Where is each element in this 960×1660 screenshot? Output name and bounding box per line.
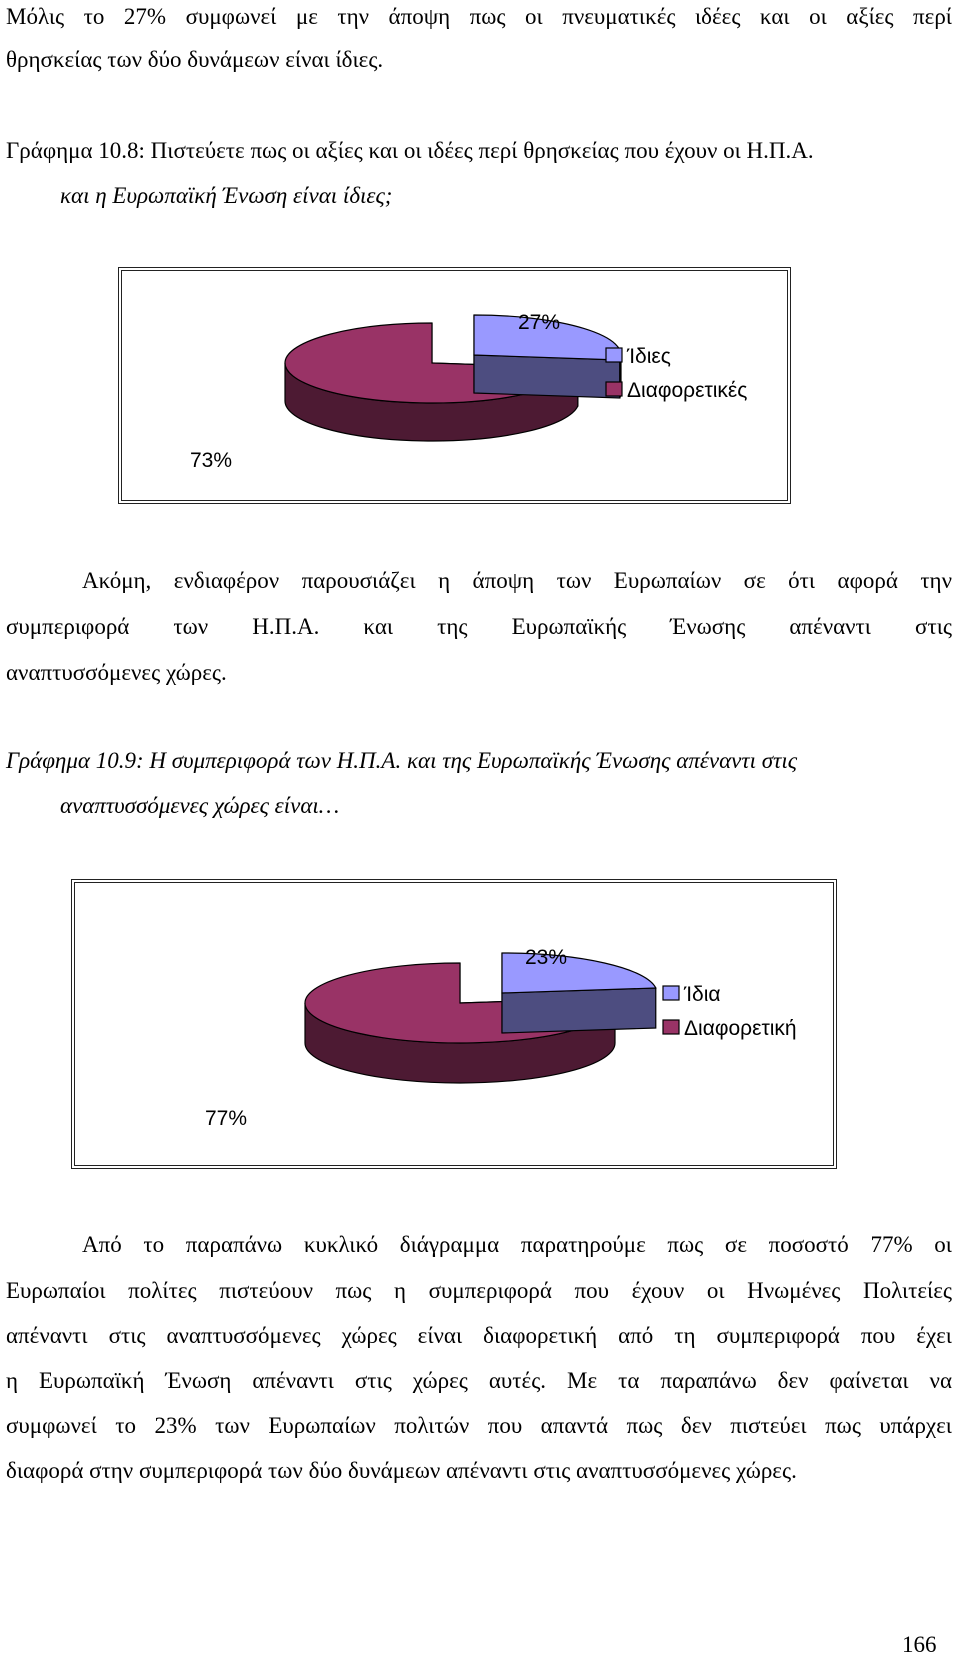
legend-label: Ίδια: [684, 983, 721, 1006]
paragraph-1-line-2: θρησκείας των δύο δυνάμεων είναι ίδιες.: [6, 47, 384, 72]
pie-chart-10-8: [118, 267, 791, 504]
figure-caption-10-8-line-2: και η Ευρωπαϊκή Ένωση είναι ίδιες;: [60, 183, 393, 208]
paragraph-2-line-2: συμπεριφορά των Η.Π.Α. και της Ευρωπαϊκής Ένωσης απέναντι στις: [6, 614, 952, 639]
legend-label: Ίδιες: [627, 345, 671, 368]
data-label-small: 27%: [518, 311, 561, 334]
paragraph-2-line-1: Ακόμη, ενδιαφέρον παρουσιάζει η άποψη των Ευρωπαίων σε ότι αφορά την: [82, 568, 952, 593]
paragraph-3-line-4: η Ευρωπαϊκή Ένωση απέναντι στις χώρες αυτές. Με τα παραπάνω δεν φαίνεται να: [6, 1368, 952, 1393]
paragraph-3-line-3: απέναντι στις αναπτυσσόμενες χώρες είναι διαφορετική από τη συμπεριφορά που έχει: [6, 1323, 952, 1348]
figure-caption-10-9-line-2: αναπτυσσόμενες χώρες είναι…: [60, 793, 340, 818]
paragraph-1-line-1: Μόλις το 27% συμφωνεί με την άποψη πως οι πνευματικές ιδέες και οι αξίες περί: [6, 4, 952, 29]
paragraph-3-line-1: Από το παραπάνω κυκλικό διάγραμμα παρατηρούμε πως σε ποσοστό 77% οι: [82, 1232, 952, 1257]
data-label-small: 23%: [525, 946, 568, 969]
legend-swatch: [663, 986, 679, 1000]
page-number: 166: [902, 1632, 937, 1657]
paragraph-3-line-6: διαφορά στην συμπεριφορά των δύο δυνάμεων απέναντι στις αναπτυσσόμενες χώρες.: [6, 1458, 797, 1483]
legend-swatch: [663, 1020, 679, 1034]
paragraph-2-line-3: αναπτυσσόμενες χώρες.: [6, 660, 227, 685]
legend-label: Διαφορετικές: [627, 379, 748, 402]
legend-swatch: [606, 348, 622, 362]
figure-caption-10-9-line-1: Γράφημα 10.9: Η συμπεριφορά των Η.Π.Α. και της Ευρωπαϊκής Ένωσης απέναντι στις: [6, 748, 798, 773]
pie-chart-10-9-svg: [75, 883, 833, 1165]
pie-chart-10-9: [71, 879, 837, 1169]
paragraph-3-line-5: συμφωνεί το 23% των Ευρωπαίων πολιτών που απαντά πως δεν πιστεύει πως υπάρχει: [6, 1413, 952, 1438]
paragraph-3-line-2: Ευρωπαίοι πολίτες πιστεύουν πως η συμπεριφορά που έχουν οι Ηνωμένες Πολιτείες: [6, 1278, 952, 1303]
data-label-large: 73%: [190, 449, 233, 472]
data-label-large: 77%: [205, 1107, 248, 1130]
figure-caption-10-8-line-1: Γράφημα 10.8: Πιστεύετε πως οι αξίες και οι ιδέες περί θρησκείας που έχουν οι Η.Π.Α.: [6, 138, 814, 163]
legend-label: Διαφορετική: [684, 1017, 797, 1040]
legend-swatch: [606, 382, 622, 396]
pie-chart-10-8-svg: [122, 271, 787, 500]
